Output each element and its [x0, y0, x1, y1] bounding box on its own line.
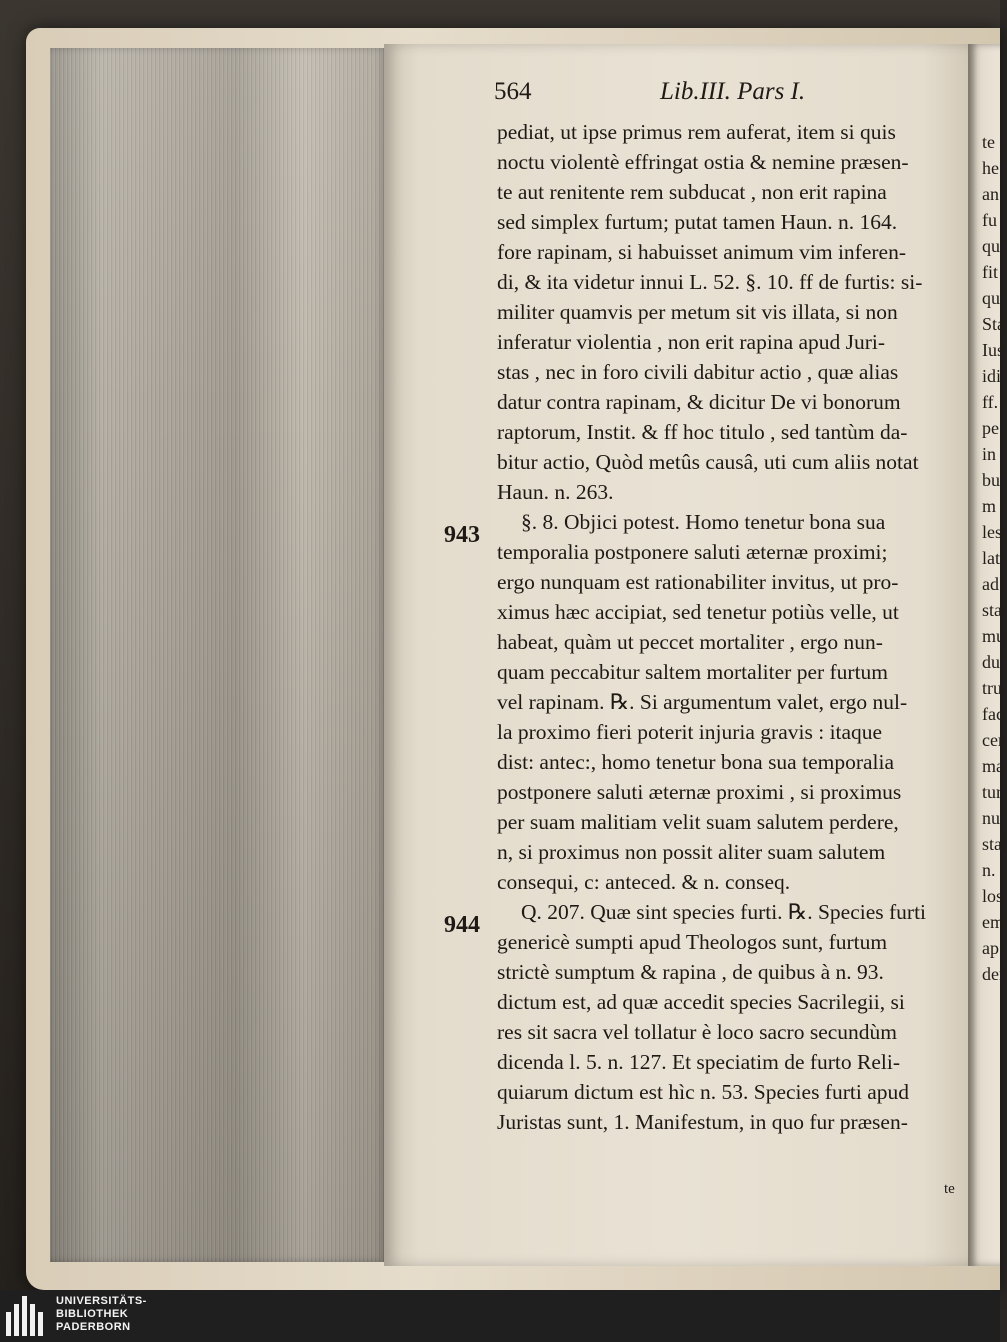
next-page-fragment: pe [982, 418, 999, 438]
next-page-fragment: fu [982, 210, 997, 230]
text-line: vel rapinam. ℞. Si argumentum valet, ergo nul- [497, 690, 908, 714]
next-page-fragment: m [982, 496, 997, 516]
marginal-paragraph-number: 944 [444, 912, 480, 938]
marginal-paragraph-number: 943 [444, 522, 480, 548]
page-header [494, 78, 954, 108]
next-page-fragment: te [982, 132, 995, 152]
next-page-fragment: ad [982, 574, 999, 594]
text-line: genericè sumpti apud Theologos sunt, furtum [497, 930, 888, 954]
next-page-fragment: nu [982, 808, 1000, 828]
next-page-fragment: idi [982, 366, 1002, 386]
text-line: Haun. n. 263. [497, 480, 614, 504]
text-line: ergo nunquam est rationabiliter invitus, ut pro- [497, 570, 899, 594]
text-line: Juristas sunt, 1. Manifestum, in quo fur præsen- [497, 1110, 908, 1134]
library-logo-icon [6, 1296, 50, 1336]
text-line: res sit sacra vel tollatur è loco sacro secundùm [497, 1020, 897, 1044]
catchword: te [944, 1181, 955, 1197]
next-page-fragment: he [982, 158, 999, 178]
text-line: noctu violentè effringat ostia & nemine præsen- [497, 150, 909, 174]
running-head: Lib.III. Pars I. [660, 78, 806, 105]
next-page-fragment: bu [982, 470, 1000, 490]
next-page-fragment: los [982, 886, 1004, 906]
text-line: dicenda l. 5. n. 127. Et speciatim de furto Reli- [497, 1050, 901, 1074]
text-line: la proximo fieri poterit injuria gravis : itaque [497, 720, 883, 744]
next-page-fragment: der [982, 964, 1005, 984]
next-page-fragment: stal [982, 834, 1007, 854]
next-page-fragment: mu [982, 626, 1006, 646]
next-page-fragment: em [982, 912, 1004, 932]
next-page-fragment: Ius [982, 340, 1004, 360]
text-line: di, & ita videtur innui L. 52. §. 10. ff de furtis: si- [497, 270, 923, 294]
text-line: dictum est, ad quæ accedit species Sacrilegii, si [497, 990, 905, 1014]
next-page-fragment: fac [982, 704, 1004, 724]
next-page-fragment: tur [982, 782, 1002, 802]
next-page-fragment: qu [982, 236, 1000, 256]
text-line: §. 8. Objici potest. Homo tenetur bona sua [521, 510, 886, 534]
text-line: n, si proximus non possit aliter suam salutem [497, 840, 886, 864]
text-line: habeat, quàm ut peccet mortaliter , ergo nun- [497, 630, 883, 654]
next-page-fragment: qu [982, 288, 1000, 308]
page-number: 564 [494, 78, 532, 105]
text-line: quam peccabitur saltem mortaliter per furtum [497, 660, 889, 684]
text-line: quiarum dictum est hìc n. 53. Species furti apud [497, 1080, 909, 1104]
next-page-fragment: an [982, 184, 999, 204]
text-line: Q. 207. Quæ sint species furti. ℞. Species furti [521, 900, 927, 924]
text-line: consequi, c: anteced. & n. conseq. [497, 870, 791, 894]
next-page-fragment: ap [982, 938, 999, 958]
page-edges [50, 48, 388, 1262]
text-line: ximus hæc accipiat, sed tenetur potiùs velle, ut [497, 600, 899, 624]
text-line: inferatur violentia , non erit rapina apud Juri- [497, 330, 886, 354]
book-page [384, 44, 970, 1266]
next-page-fragment: tru [982, 678, 1002, 698]
next-page-fragment: les [982, 522, 1002, 542]
library-footer [0, 1290, 1000, 1342]
library-name-line: PADERBORN [56, 1321, 131, 1333]
text-line: sed simplex furtum; putat tamen Haun. n. 164. [497, 210, 898, 234]
text-line: temporalia postponere saluti æternæ proximi; [497, 540, 888, 564]
text-line: stas , nec in foro civili dabitur actio , quæ alias [497, 360, 899, 384]
text-line: datur contra rapinam, & dicitur De vi bonorum [497, 390, 901, 414]
next-page-fragment: in [982, 444, 997, 464]
next-page-fragment: du [982, 652, 1000, 672]
text-line: strictè sumptum & rapina , de quibus à n. 93. [497, 960, 884, 984]
text-line: te aut renitente rem subducat , non erit rapina [497, 180, 887, 204]
library-name [56, 1295, 147, 1334]
next-page-fragment: sta [982, 600, 1002, 620]
next-page-fragment: cer [982, 730, 1004, 750]
text-line: fore rapinam, si habuisset animum vim inferen- [497, 240, 906, 264]
text-line: per suam malitiam velit suam salutem perdere, [497, 810, 899, 834]
next-page-fragment: n. [982, 860, 996, 880]
library-name-line: BIBLIOTHEK [56, 1308, 129, 1320]
text-line: postponere saluti æternæ proximi , si proximus [497, 780, 902, 804]
text-line: militer quamvis per metum sit vis illata, si non [497, 300, 898, 324]
library-name-line: UNIVERSITÄTS- [56, 1295, 147, 1307]
next-page-fragment: Sta [982, 314, 1006, 334]
text-line: raptorum, Instit. & ff hoc titulo , sed tantùm da- [497, 420, 908, 444]
next-page-fragment: lat [982, 548, 1000, 568]
text-line: bitur actio, Quòd metûs causâ, uti cum aliis notat [497, 450, 919, 474]
text-line: dist: antec:, homo tenetur bona sua temporalia [497, 750, 895, 774]
next-page-fragment: ma [982, 756, 1004, 776]
next-page-fragment: fit [982, 262, 998, 282]
next-page-edge [968, 44, 1007, 1266]
next-page-fragment: ff. [982, 392, 999, 412]
text-line: pediat, ut ipse primus rem auferat, item si quis [497, 120, 896, 144]
